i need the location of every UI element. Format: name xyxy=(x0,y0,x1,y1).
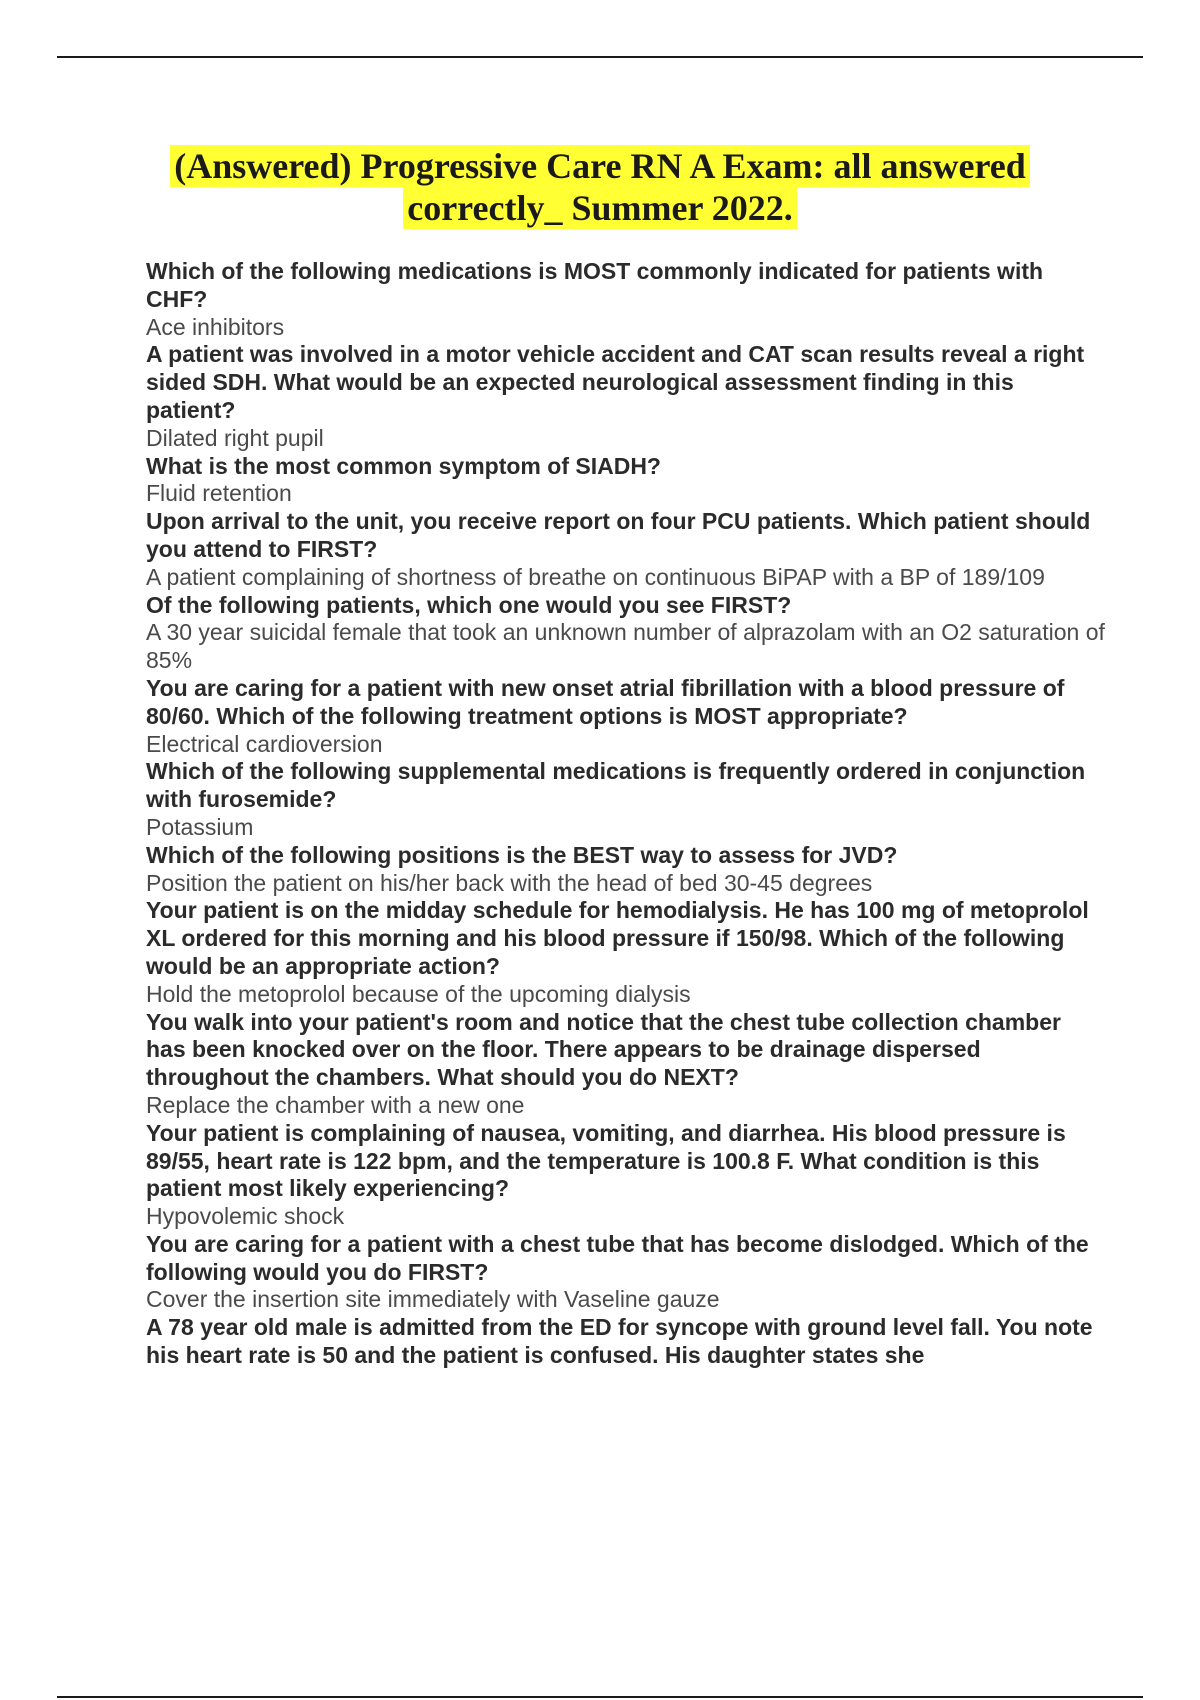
answer-12: Cover the insertion site immediately with Vaseline gauze xyxy=(146,1286,720,1313)
title-line-1: (Answered) Progressive Care RN A Exam: all answered xyxy=(170,145,1030,187)
title-line-2: correctly_ Summer 2022. xyxy=(403,187,797,229)
question-11: Your patient is complaining of nausea, vomiting, and diarrhea. His blood pressure is 89/55, heart rate is 122 bpm, and the temperature is 100.8 F. What condition is this patient most likely experiencing? xyxy=(146,1119,1066,1202)
answer-11: Hypovolemic shock xyxy=(146,1203,345,1230)
answer-1: Ace inhibitors xyxy=(146,313,285,340)
question-8: Which of the following positions is the BEST way to assess for JVD? xyxy=(146,841,898,868)
answer-3: Fluid retention xyxy=(146,480,292,507)
question-9: Your patient is on the midday schedule for hemodialysis. He has 100 mg of metoprolol XL ordered for this morning and his blood pressure if 150/98. Which of the following would be an appropriate action? xyxy=(146,897,1089,979)
question-2: A patient was involved in a motor vehicle accident and CAT scan results reveal a right sided SDH. What would be an expected neurological assessment finding in this patient? xyxy=(146,341,1085,423)
question-10: You walk into your patient's room and notice that the chest tube collection chamber has been knocked over on the floor. There appears to be drainage dispersed throughout the chambers. What should you do NEXT? xyxy=(146,1008,1061,1091)
answer-8: Position the patient on his/her back with the head of bed 30-45 degrees xyxy=(146,869,873,896)
answer-9: Hold the metoprolol because of the upcoming dialysis xyxy=(146,980,691,1007)
question-7: Which of the following supplemental medications is frequently ordered in conjunction with furosemide? xyxy=(146,758,1086,813)
answer-10: Replace the chamber with a new one xyxy=(146,1091,525,1118)
question-5: Of the following patients, which one would you see FIRST? xyxy=(146,591,792,618)
document-title xyxy=(0,145,1200,229)
question-1: Which of the following medications is MOST commonly indicated for patients with CHF? xyxy=(146,258,1044,312)
question-13: A 78 year old male is admitted from the ED for syncope with ground level fall. You note his heart rate is 50 and the patient is confused. His daughter states she xyxy=(146,1314,1093,1369)
question-3: What is the most common symptom of SIADH? xyxy=(146,452,661,479)
answer-5: A 30 year suicidal female that took an unknown number of alprazolam with an O2 saturation of 85% xyxy=(146,619,1105,674)
question-6: You are caring for a patient with new onset atrial fibrillation with a blood pressure of 80/60. Which of the following treatment options is MOST appropriate? xyxy=(146,674,1065,729)
bottom-rule xyxy=(57,1696,1143,1698)
answer-4: A patient complaining of shortness of breathe on continuous BiPAP with a BP of 189/109 xyxy=(146,563,1045,590)
question-12: You are caring for a patient with a chest tube that has become dislodged. Which of the following would you do FIRST? xyxy=(146,1230,1089,1285)
answer-7: Potassium xyxy=(146,813,254,840)
answer-2: Dilated right pupil xyxy=(146,424,324,451)
top-rule xyxy=(57,56,1143,58)
question-4: Upon arrival to the unit, you receive report on four PCU patients. Which patient should you attend to FIRST? xyxy=(146,508,1091,562)
answer-6: Electrical cardioversion xyxy=(146,730,383,757)
qa-list xyxy=(146,258,1106,1370)
